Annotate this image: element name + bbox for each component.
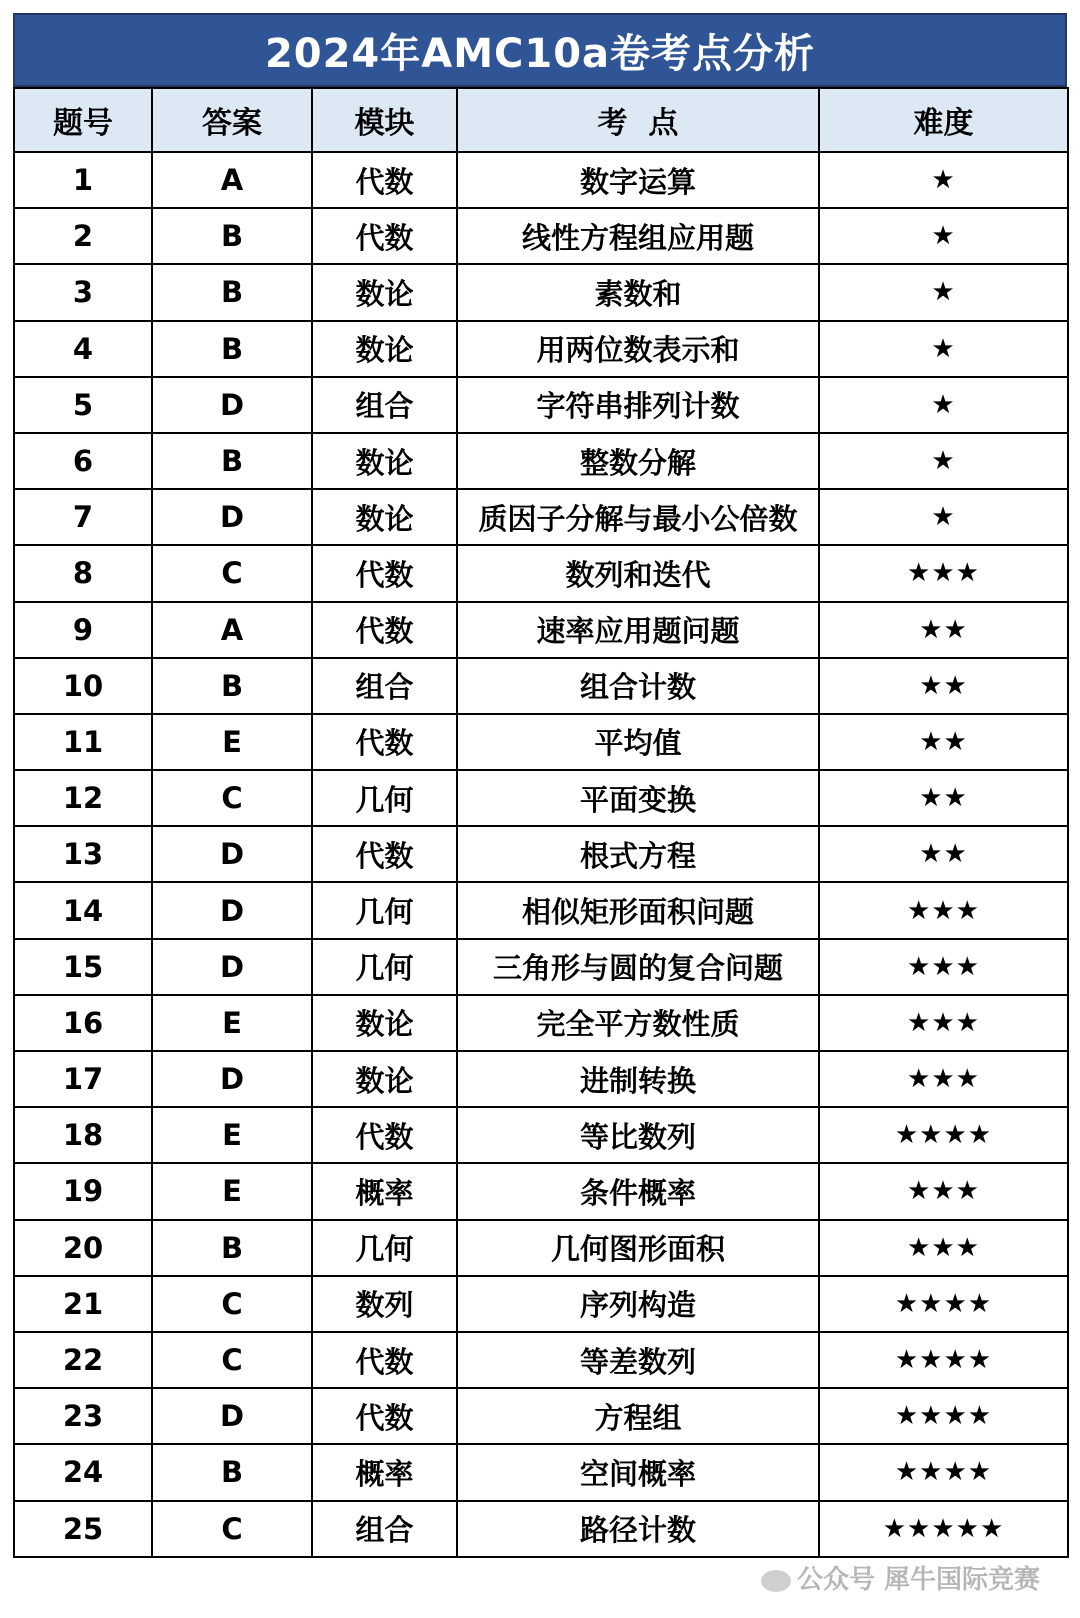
table-title: 2024年AMC10a卷考点分析 bbox=[13, 13, 1067, 87]
cell-module: 代数 bbox=[312, 1388, 457, 1444]
cell-module: 代数 bbox=[312, 826, 457, 882]
cell-difficulty: ★ bbox=[819, 489, 1068, 545]
cell-difficulty: ★★★ bbox=[819, 545, 1068, 601]
cell-topic: 等比数列 bbox=[457, 1107, 819, 1163]
cell-difficulty: ★★ bbox=[819, 770, 1068, 826]
cell-topic: 空间概率 bbox=[457, 1444, 819, 1500]
cell-answer: D bbox=[152, 1388, 312, 1444]
cell-topic: 平面变换 bbox=[457, 770, 819, 826]
cell-module: 几何 bbox=[312, 770, 457, 826]
cell-module: 数列 bbox=[312, 1276, 457, 1332]
cell-answer: B bbox=[152, 264, 312, 320]
cell-num: 8 bbox=[14, 545, 152, 601]
table-row bbox=[14, 995, 1068, 1051]
cell-module: 组合 bbox=[312, 658, 457, 714]
cell-answer: C bbox=[152, 1332, 312, 1388]
cell-topic: 组合计数 bbox=[457, 658, 819, 714]
cell-num: 12 bbox=[14, 770, 152, 826]
cell-num: 20 bbox=[14, 1220, 152, 1276]
cell-module: 几何 bbox=[312, 1220, 457, 1276]
table-row bbox=[14, 377, 1068, 433]
cell-difficulty: ★ bbox=[819, 264, 1068, 320]
cell-module: 组合 bbox=[312, 377, 457, 433]
cell-num: 11 bbox=[14, 714, 152, 770]
cell-answer: B bbox=[152, 433, 312, 489]
cell-topic: 等差数列 bbox=[457, 1332, 819, 1388]
cell-difficulty: ★★ bbox=[819, 714, 1068, 770]
cell-module: 几何 bbox=[312, 939, 457, 995]
cell-module: 数论 bbox=[312, 264, 457, 320]
cell-topic: 条件概率 bbox=[457, 1163, 819, 1219]
cell-module: 组合 bbox=[312, 1501, 457, 1557]
cell-module: 代数 bbox=[312, 1332, 457, 1388]
cell-num: 5 bbox=[14, 377, 152, 433]
cell-difficulty: ★★ bbox=[819, 826, 1068, 882]
cell-module: 代数 bbox=[312, 208, 457, 264]
table-row bbox=[14, 321, 1068, 377]
cell-topic: 路径计数 bbox=[457, 1501, 819, 1557]
cell-difficulty: ★★★ bbox=[819, 1051, 1068, 1107]
cell-difficulty: ★★★★ bbox=[819, 1107, 1068, 1163]
cell-num: 21 bbox=[14, 1276, 152, 1332]
cell-topic: 线性方程组应用题 bbox=[457, 208, 819, 264]
cell-answer: E bbox=[152, 1163, 312, 1219]
cell-module: 代数 bbox=[312, 545, 457, 601]
cell-module: 代数 bbox=[312, 602, 457, 658]
header-num: 题号 bbox=[14, 88, 152, 152]
header-module: 模块 bbox=[312, 88, 457, 152]
table-row bbox=[14, 1276, 1068, 1332]
table-row bbox=[14, 602, 1068, 658]
cell-topic: 素数和 bbox=[457, 264, 819, 320]
table-row bbox=[14, 433, 1068, 489]
cell-num: 15 bbox=[14, 939, 152, 995]
table-row bbox=[14, 1388, 1068, 1444]
cell-difficulty: ★ bbox=[819, 208, 1068, 264]
table-row bbox=[14, 1332, 1068, 1388]
cell-answer: B bbox=[152, 1220, 312, 1276]
cell-difficulty: ★★★ bbox=[819, 882, 1068, 938]
header-difficulty: 难度 bbox=[819, 88, 1068, 152]
header-row bbox=[14, 88, 1068, 152]
cell-module: 代数 bbox=[312, 1107, 457, 1163]
cell-answer: C bbox=[152, 770, 312, 826]
cell-num: 19 bbox=[14, 1163, 152, 1219]
cell-module: 数论 bbox=[312, 321, 457, 377]
cell-answer: A bbox=[152, 152, 312, 208]
cell-answer: B bbox=[152, 1444, 312, 1500]
table-row bbox=[14, 208, 1068, 264]
cell-module: 数论 bbox=[312, 489, 457, 545]
cell-num: 22 bbox=[14, 1332, 152, 1388]
cell-difficulty: ★★★★ bbox=[819, 1332, 1068, 1388]
watermark-text: 公众号 犀牛国际竞赛 bbox=[796, 1565, 1040, 1595]
cell-topic: 数字运算 bbox=[457, 152, 819, 208]
cell-module: 代数 bbox=[312, 714, 457, 770]
cell-module: 数论 bbox=[312, 1051, 457, 1107]
cell-num: 18 bbox=[14, 1107, 152, 1163]
cell-answer: C bbox=[152, 545, 312, 601]
cell-topic: 整数分解 bbox=[457, 433, 819, 489]
cell-num: 25 bbox=[14, 1501, 152, 1557]
cell-topic: 完全平方数性质 bbox=[457, 995, 819, 1051]
cell-topic: 进制转换 bbox=[457, 1051, 819, 1107]
cell-topic: 用两位数表示和 bbox=[457, 321, 819, 377]
table-row bbox=[14, 1501, 1068, 1557]
header-topic: 考 点 bbox=[457, 88, 819, 152]
table-row bbox=[14, 264, 1068, 320]
cell-difficulty: ★ bbox=[819, 152, 1068, 208]
cell-num: 17 bbox=[14, 1051, 152, 1107]
cell-num: 7 bbox=[14, 489, 152, 545]
table-body bbox=[14, 152, 1068, 1557]
cell-num: 9 bbox=[14, 602, 152, 658]
table-row bbox=[14, 1220, 1068, 1276]
analysis-table bbox=[13, 87, 1069, 1558]
cell-topic: 根式方程 bbox=[457, 826, 819, 882]
cell-answer: E bbox=[152, 1107, 312, 1163]
cell-difficulty: ★ bbox=[819, 321, 1068, 377]
cell-difficulty: ★★★★ bbox=[819, 1444, 1068, 1500]
table-row bbox=[14, 939, 1068, 995]
cell-num: 1 bbox=[14, 152, 152, 208]
cell-module: 概率 bbox=[312, 1163, 457, 1219]
cell-answer: B bbox=[152, 208, 312, 264]
table-row bbox=[14, 826, 1068, 882]
table-row bbox=[14, 545, 1068, 601]
cell-num: 14 bbox=[14, 882, 152, 938]
table-row bbox=[14, 1444, 1068, 1500]
cell-difficulty: ★★★★★ bbox=[819, 1501, 1068, 1557]
cell-difficulty: ★ bbox=[819, 377, 1068, 433]
cell-topic: 质因子分解与最小公倍数 bbox=[457, 489, 819, 545]
cell-module: 数论 bbox=[312, 433, 457, 489]
cell-topic: 速率应用题问题 bbox=[457, 602, 819, 658]
cell-num: 6 bbox=[14, 433, 152, 489]
cell-num: 2 bbox=[14, 208, 152, 264]
cell-difficulty: ★★★★ bbox=[819, 1276, 1068, 1332]
cell-difficulty: ★★★ bbox=[819, 939, 1068, 995]
cell-module: 几何 bbox=[312, 882, 457, 938]
cell-difficulty: ★ bbox=[819, 433, 1068, 489]
table-row bbox=[14, 770, 1068, 826]
cell-answer: C bbox=[152, 1501, 312, 1557]
table-row bbox=[14, 1051, 1068, 1107]
cell-answer: E bbox=[152, 714, 312, 770]
cell-topic: 平均值 bbox=[457, 714, 819, 770]
cell-topic: 数列和迭代 bbox=[457, 545, 819, 601]
cell-topic: 序列构造 bbox=[457, 1276, 819, 1332]
cell-difficulty: ★★ bbox=[819, 602, 1068, 658]
cell-num: 4 bbox=[14, 321, 152, 377]
cell-answer: B bbox=[152, 658, 312, 714]
table-row bbox=[14, 489, 1068, 545]
cell-module: 数论 bbox=[312, 995, 457, 1051]
cell-topic: 字符串排列计数 bbox=[457, 377, 819, 433]
cell-answer: D bbox=[152, 377, 312, 433]
cell-answer: D bbox=[152, 1051, 312, 1107]
cell-difficulty: ★★ bbox=[819, 658, 1068, 714]
cell-answer: E bbox=[152, 995, 312, 1051]
cell-answer: D bbox=[152, 882, 312, 938]
table-row bbox=[14, 1163, 1068, 1219]
cell-num: 13 bbox=[14, 826, 152, 882]
cell-answer: D bbox=[152, 939, 312, 995]
cell-topic: 几何图形面积 bbox=[457, 1220, 819, 1276]
cell-topic: 方程组 bbox=[457, 1388, 819, 1444]
cell-difficulty: ★★★ bbox=[819, 1163, 1068, 1219]
cell-num: 3 bbox=[14, 264, 152, 320]
cell-answer: B bbox=[152, 321, 312, 377]
watermark bbox=[761, 1559, 1040, 1596]
cell-num: 24 bbox=[14, 1444, 152, 1500]
table-row bbox=[14, 882, 1068, 938]
cell-num: 23 bbox=[14, 1388, 152, 1444]
cell-num: 16 bbox=[14, 995, 152, 1051]
header-answer: 答案 bbox=[152, 88, 312, 152]
table-row bbox=[14, 714, 1068, 770]
cell-answer: D bbox=[152, 489, 312, 545]
cell-difficulty: ★★★ bbox=[819, 995, 1068, 1051]
cell-topic: 相似矩形面积问题 bbox=[457, 882, 819, 938]
cell-topic: 三角形与圆的复合问题 bbox=[457, 939, 819, 995]
cell-answer: C bbox=[152, 1276, 312, 1332]
cell-answer: D bbox=[152, 826, 312, 882]
cell-difficulty: ★★★ bbox=[819, 1220, 1068, 1276]
cell-module: 代数 bbox=[312, 152, 457, 208]
table-row bbox=[14, 1107, 1068, 1163]
cell-num: 10 bbox=[14, 658, 152, 714]
wechat-icon bbox=[761, 1570, 791, 1592]
table-row bbox=[14, 658, 1068, 714]
cell-difficulty: ★★★★ bbox=[819, 1388, 1068, 1444]
analysis-sheet bbox=[13, 13, 1067, 1558]
table-row bbox=[14, 152, 1068, 208]
cell-module: 概率 bbox=[312, 1444, 457, 1500]
cell-answer: A bbox=[152, 602, 312, 658]
